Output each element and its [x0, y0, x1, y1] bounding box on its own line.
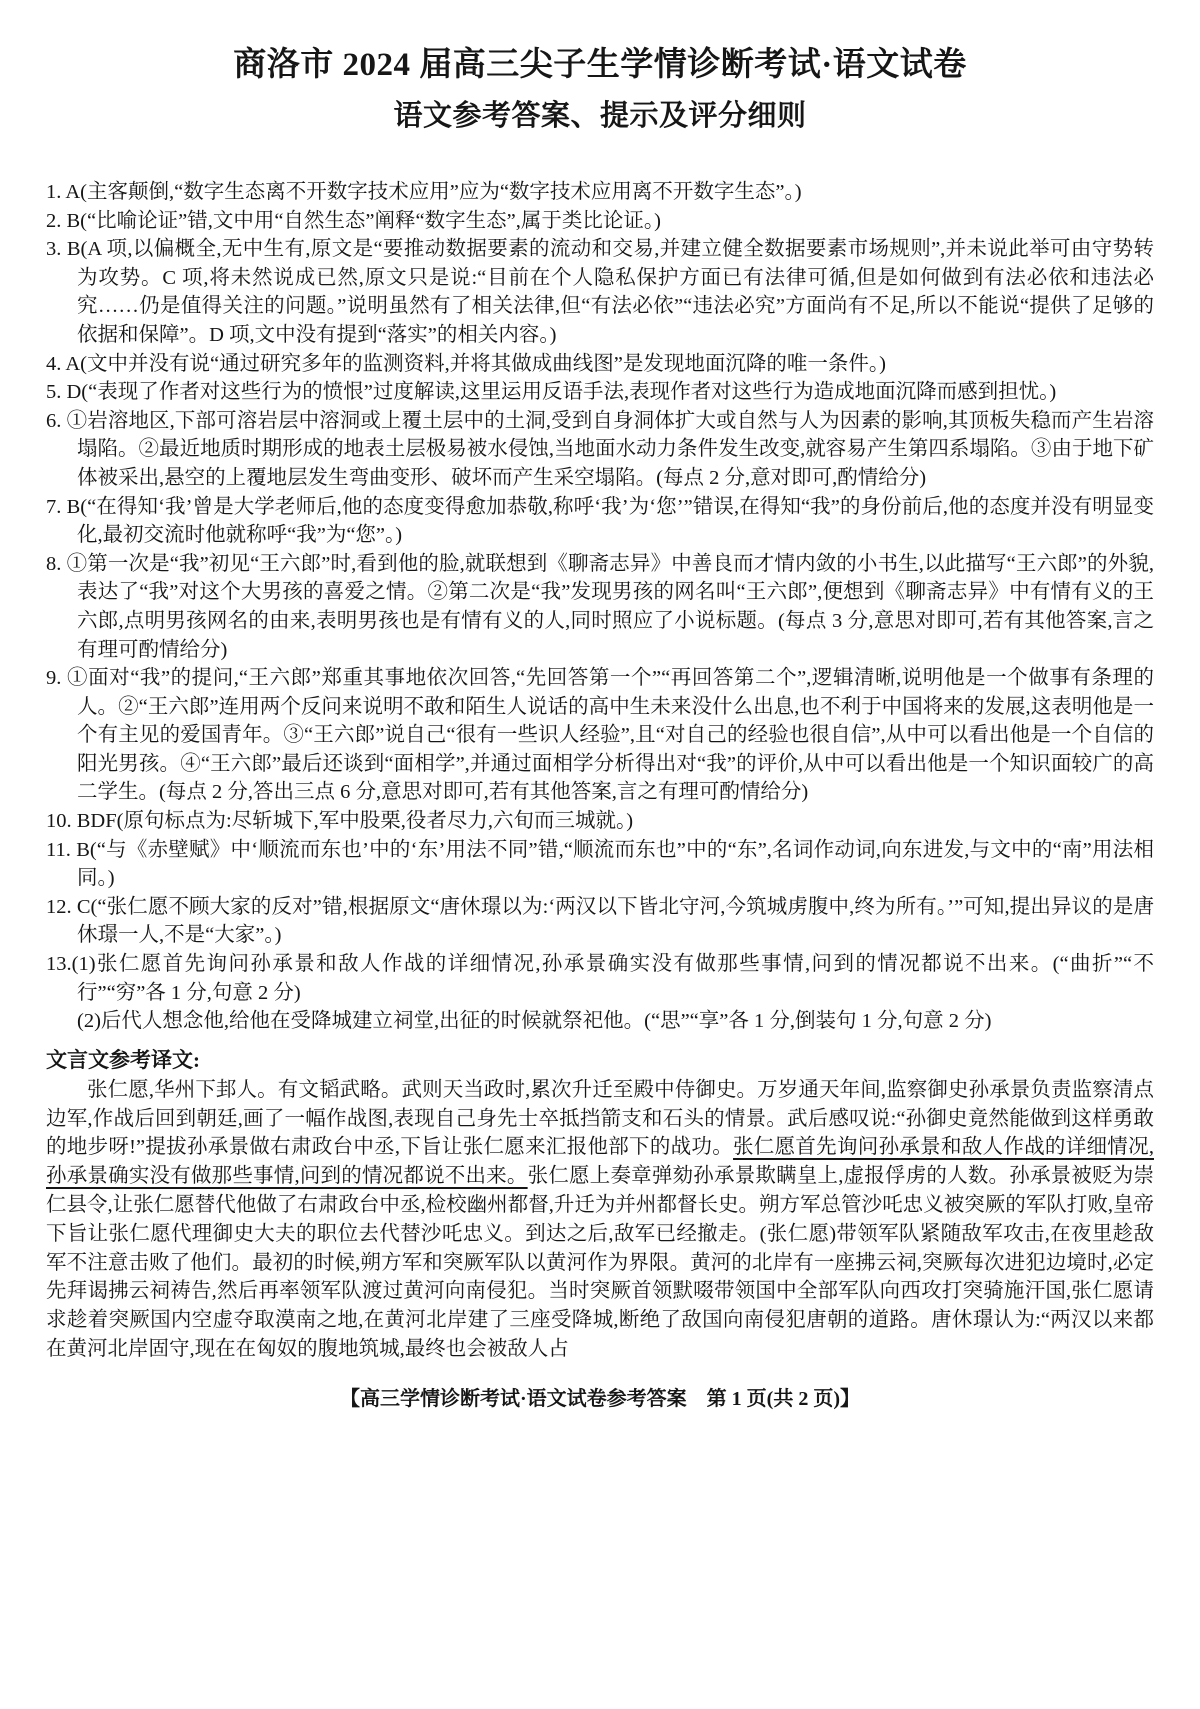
- answer-item: 9. ①面对“我”的提问,“王六郎”郑重其事地依次回答,“先回答第一个”“再回答第二个”,逻辑清晰,说明他是一个做事有条理的人。②“王六郎”连用两个反问来说明不敢和陌生人说话的高中生未来没什么出息,也不利于中国将来的发展,这表明他是一个有主见的爱国青年。③“王六郎”说自己“很有一些识人经验”,且“对自己的经验也很自信”,从中可以看出他是一个自信的阳光男孩。④“王六郎”最后还谈到“面相学”,并通过面相学分析得出对“我”的评价,从中可以看出他是一个知识面较广的高二学生。(每点 2 分,答出三点 6 分,意思对即可,若有其他答案,言之有理可酌情给分): [46, 667, 1154, 804]
- page-footer: 【高三学情诊断考试·语文试卷参考答案 第 1 页(共 2 页)】: [340, 1387, 860, 1410]
- answer-item: 6. ①岩溶地区,下部可溶岩层中溶洞或上覆土层中的土洞,受到自身洞体扩大或自然与人为因素的影响,其顶板失稳而产生岩溶塌陷。②最近地质时期形成的地表土层极易被水侵蚀,当地面水动力条件发生改变,就容易产生第四系塌陷。③由于地下矿体被采出,悬空的上覆地层发生弯曲变形、破坏而产生采空塌陷。(每点 2 分,意对即可,酌情给分): [46, 409, 1154, 489]
- answer-item: 5. D(“表现了作者对这些行为的愤恨”过度解读,这里运用反语手法,表现作者对这些行为造成地面沉降而感到担忧。): [46, 381, 1057, 404]
- answer-item: 3. B(A 项,以偏概全,无中生有,原文是“要推动数据要素的流动和交易,并建立健全数据要素市场规则”,并未说此举可由守势转为攻势。C 项,将未然说成已然,原文只是说:“目前在个人隐私保护方面已有法律可循,但是如何做到有法必依和违法必究……仍是值得关注的问题。”说明虽然有了相关法律,但“有法必依”“违法必究”方面尚有不足,所以不能说“提供了足够的依据和保障”。D 项,文中没有提到“落实”的相关内容。): [46, 238, 1154, 346]
- answer-item: 11. B(“与《赤壁赋》中‘顺流而东也’中的‘东’用法不同”错,“顺流而东也”中的“东”,名词作动词,向东进发,与文中的“南”用法相同。): [46, 838, 1154, 890]
- answer-item: 1. A(主客颠倒,“数字生态离不开数字技术应用”应为“数字技术应用离不开数字生态”。): [46, 181, 802, 203]
- answers-section: [46, 178, 1154, 1036]
- answer-item: (2)后代人想念他,给他在受降城建立祠堂,出征的时候就祭祀他。(“思”“享”各 1 分,倒装句 1 分,句意 2 分): [77, 1010, 992, 1033]
- translation-underlined-text: 张仁愿首先询问孙承景和敌人作战的详细情况,孙承景确实没有做那些事情,问到的情况都说不出来。: [46, 1136, 1154, 1188]
- translation-paragraph: [46, 1076, 1154, 1364]
- document-title: 商洛市 2024 届高三尖子生学情诊断考试·语文试卷: [233, 47, 967, 83]
- document-subtitle: 语文参考答案、提示及评分细则: [393, 100, 807, 132]
- answer-item: 13.(1)张仁愿首先询问孙承景和敌人作战的详细情况,孙承景确实没有做那些事情,问到的情况都说不出来。(“曲折”“不行”“穷”各 1 分,句意 2 分): [46, 953, 1154, 1004]
- translation-heading: 文言文参考译文:: [46, 1047, 200, 1072]
- translation-text-before: 张仁愿,华州下邽人。有文韬武略。武则天当政时,累次升迁至殿中侍御史。万岁通天年间,监察御史孙承景负责监察清点边军,作战后回到朝廷,画了一幅作战图,表现自己身先士卒抵挡箭支和石头的情景。武后感叹说:“孙御史竟然能做到这样勇敢的地步呀!”提拔孙承景做右肃政台中丞,下旨让张仁愿来汇报他部下的战功。: [46, 1078, 1154, 1159]
- translation-text-after: 张仁愿上奏章弹劾孙承景欺瞒皇上,虚报俘虏的人数。孙承景被贬为崇仁县令,让张仁愿替代他做了右肃政台中丞,检校幽州都督,升迁为并州都督长史。朔方军总管沙吒忠义被突厥的军队打败,皇帝下旨让张仁愿代理御史大夫的职位去代替沙吒忠义。到达之后,敌军已经撤走。(张仁愿)带领军队紧随敌军攻击,在夜里趁敌军不注意击败了他们。最初的时候,朔方军和突厥军队以黄河作为界限。黄河的北岸有一座拂云祠,突厥每次进犯边境时,必定先拜谒拂云祠祷告,然后再率领军队渡过黄河向南侵犯。当时突厥首领默啜带领国中全部军队向西攻打突骑施汗国,张仁愿请求趁着突厥国内空虚夺取漠南之地,在黄河北岸建了三座受降城,断绝了敌国向南侵犯唐朝的道路。唐休璟认为:“两汉以来都在黄河北岸固守,现在在匈奴的腹地筑城,最终也会被敌人占: [46, 1165, 1154, 1360]
- answer-item: 4. A(文中并没有说“通过研究多年的监测资料,并将其做成曲线图”是发现地面沉降的唯一条件。): [46, 352, 886, 375]
- answer-item: 7. B(“在得知‘我’曾是大学老师后,他的态度变得愈加恭敬,称呼‘我’为‘您’”错误,在得知“我”的身份前后,他的态度并没有明显变化,最初交流时他就称呼“我”为“您”。): [46, 495, 1154, 547]
- answer-item: 10. BDF(原句标点为:尽斩城下,军中股栗,役者尽力,六旬而三城就。): [46, 810, 634, 833]
- answer-item: 2. B(“比喻论证”错,文中用“自然生态”阐释“数字生态”,属于类比论证。): [46, 209, 661, 232]
- answer-item: 12. C(“张仁愿不顾大家的反对”错,根据原文“唐休璟以为:‘两汉以下皆北守河,今筑城虏腹中,终为所有。’”可知,提出异议的是唐休璟一人,不是“大家”。): [46, 895, 1154, 947]
- answer-item: 8. ①第一次是“我”初见“王六郎”时,看到他的脸,就联想到《聊斋志异》中善良而才情内敛的小书生,以此描写“王六郎”的外貌,表达了“我”对这个大男孩的喜爱之情。②第二次是“我”发现男孩的网名叫“王六郎”,便想到《聊斋志异》中有情有义的王六郎,点明男孩网名的由来,表明男孩也是有情有义的人,同时照应了小说标题。(每点 3 分,意思对即可,若有其他答案,言之有理可酌情给分): [46, 552, 1154, 661]
